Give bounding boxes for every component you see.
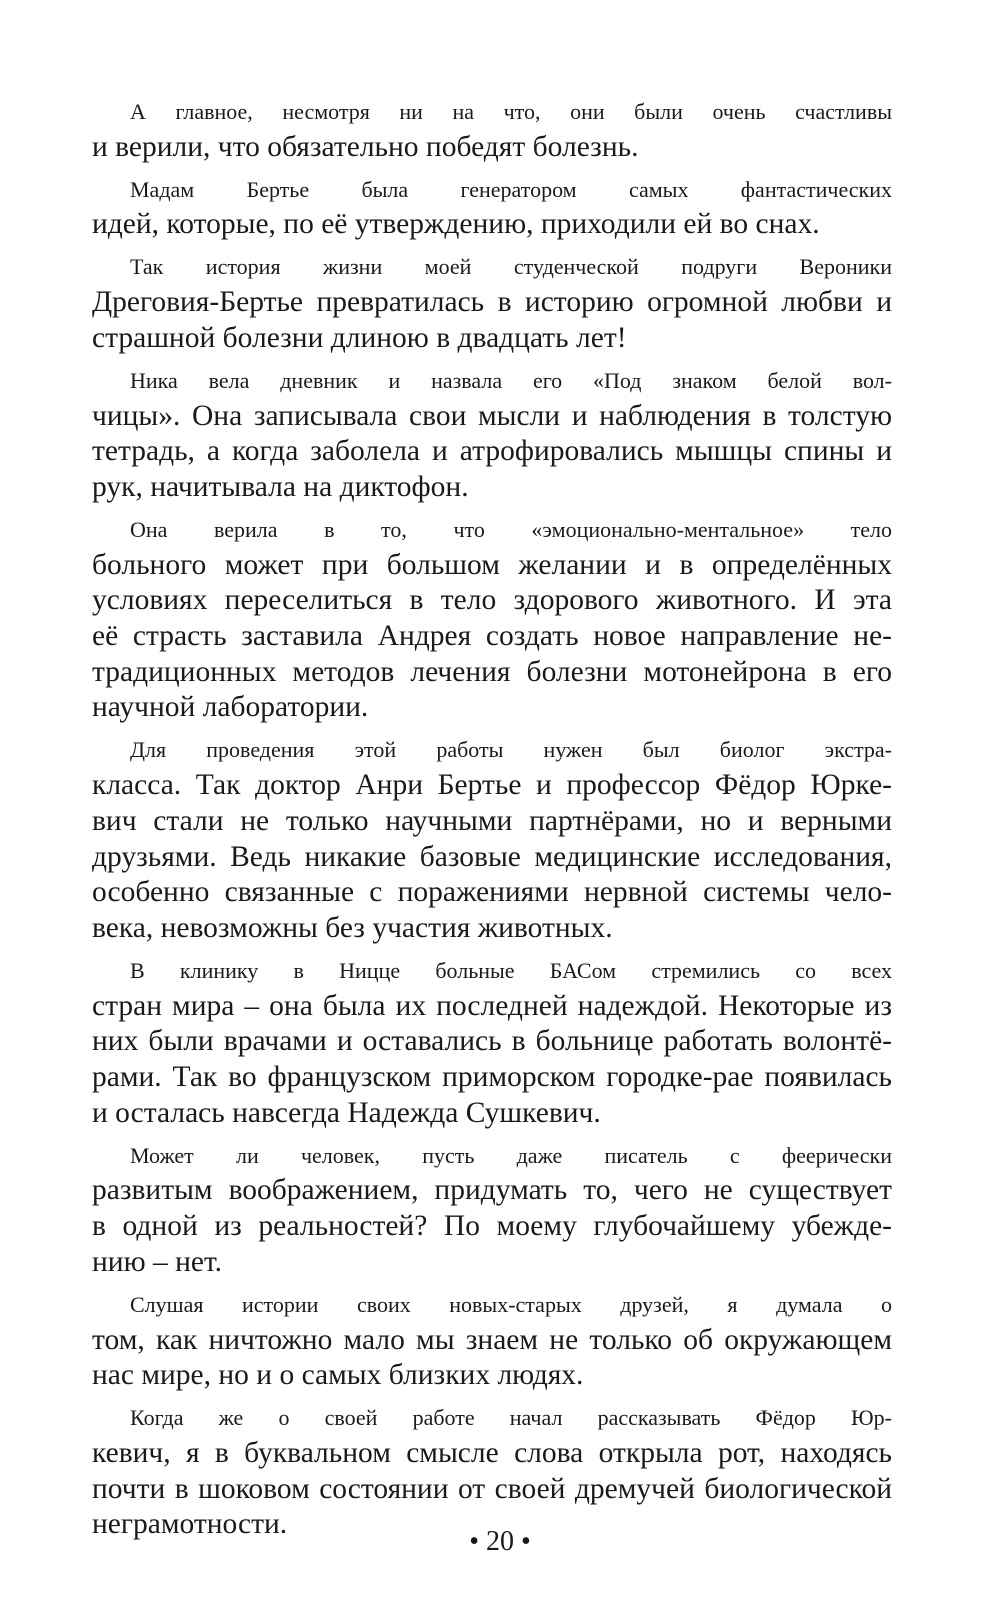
text-line: страшной болезни длиною в двадцать лет! — [92, 321, 627, 354]
text-line: друзьями. Ведь никакие базовые медицинские исследования, — [92, 840, 892, 873]
text-line: неграмотности. — [92, 1508, 288, 1541]
text-line: века, невозможны без участия животных. — [92, 911, 613, 944]
paragraph — [92, 732, 892, 946]
text-line: особенно связанные с поражениями нервной системы чело- — [92, 876, 892, 909]
text-line: идей, которые, по её утверждению, приходили ей во снах. — [92, 208, 820, 241]
body-text — [92, 94, 892, 1549]
text-line: больного может при большом желании и в определённых — [92, 548, 892, 581]
text-line: и осталась навсегда Надежда Сушкевич. — [92, 1096, 601, 1129]
text-line: нию – нет. — [92, 1245, 223, 1278]
text-line: Мадам Бертье была генератором самых фантастических — [130, 176, 892, 202]
text-line: кевич, я в буквальном смысле слова открыла рот, находясь — [92, 1436, 892, 1469]
text-line: том, как ничтожно мало мы знаем не только об окружающем — [92, 1323, 892, 1356]
text-line: класса. Так доктор Анри Бертье и профессор Фёдор Юрке- — [92, 769, 892, 802]
text-line: Когда же о своей работе начал рассказывать Фёдор Юр- — [130, 1405, 892, 1431]
text-line: в одной из реальностей? По моему глубочайшему убежде- — [92, 1210, 892, 1243]
text-line: В клинику в Ницце больные БАСом стремились со всех — [130, 957, 892, 983]
paragraph — [92, 1138, 892, 1281]
paragraph — [92, 512, 892, 726]
text-line: научной лаборатории. — [92, 691, 369, 724]
text-line: условиях переселиться в тело здорового животного. И эта — [92, 584, 892, 617]
text-line: чицы». Она записывала свои мысли и наблюдения в толстую — [92, 399, 892, 432]
text-line: Слушая истории своих новых-старых друзей, я думала о — [130, 1291, 892, 1317]
text-line: стран мира – она была их последней надеждой. Некоторые из — [92, 989, 892, 1022]
paragraph — [92, 1287, 892, 1394]
text-line: них были врачами и оставались в больнице работать волонтё- — [92, 1025, 892, 1058]
text-line: традиционных методов лечения болезни мотонейрона в его — [92, 655, 892, 688]
text-line: развитым воображением, придумать то, чего не существует — [92, 1174, 892, 1207]
text-line: рами. Так во французском приморском городке-рае появилась — [92, 1061, 892, 1094]
text-line: Дреговия-Бертье превратилась в историю огромной любви и — [92, 286, 892, 319]
paragraph — [92, 953, 892, 1132]
text-line: рук, начитывала на диктофон. — [92, 470, 469, 503]
text-line: почти в шоковом состоянии от своей дремучей биологической — [92, 1472, 892, 1505]
paragraph — [92, 249, 892, 356]
text-line: Она верила в то, что «эмоционально-ментальное» тело — [130, 516, 892, 542]
text-line: её страсть заставила Андрея создать новое направление не- — [92, 620, 892, 653]
text-line: Так история жизни моей студенческой подруги Вероники — [130, 254, 892, 280]
paragraph — [92, 1400, 892, 1543]
paragraph — [92, 172, 892, 243]
text-line: нас мире, но и о самых близких людях. — [92, 1359, 584, 1392]
text-line: Ника вела дневник и назвала его «Под знаком белой вол- — [130, 367, 892, 393]
text-line: вич стали не только научными партнёрами, но и верными — [92, 804, 892, 837]
page-number: • 20 • — [469, 1526, 531, 1557]
text-line: тетрадь, а когда заболела и атрофировались мышцы спины и — [92, 435, 892, 468]
text-line: Для проведения этой работы нужен был биолог экстра- — [130, 737, 892, 763]
text-line: Может ли человек, пусть даже писатель с феерически — [130, 1142, 892, 1168]
text-line: и верили, что обязательно победят болезнь. — [92, 130, 639, 163]
paragraph — [92, 94, 892, 165]
text-line: А главное, несмотря ни на что, они были очень счастливы — [130, 99, 892, 124]
paragraph — [92, 363, 892, 506]
